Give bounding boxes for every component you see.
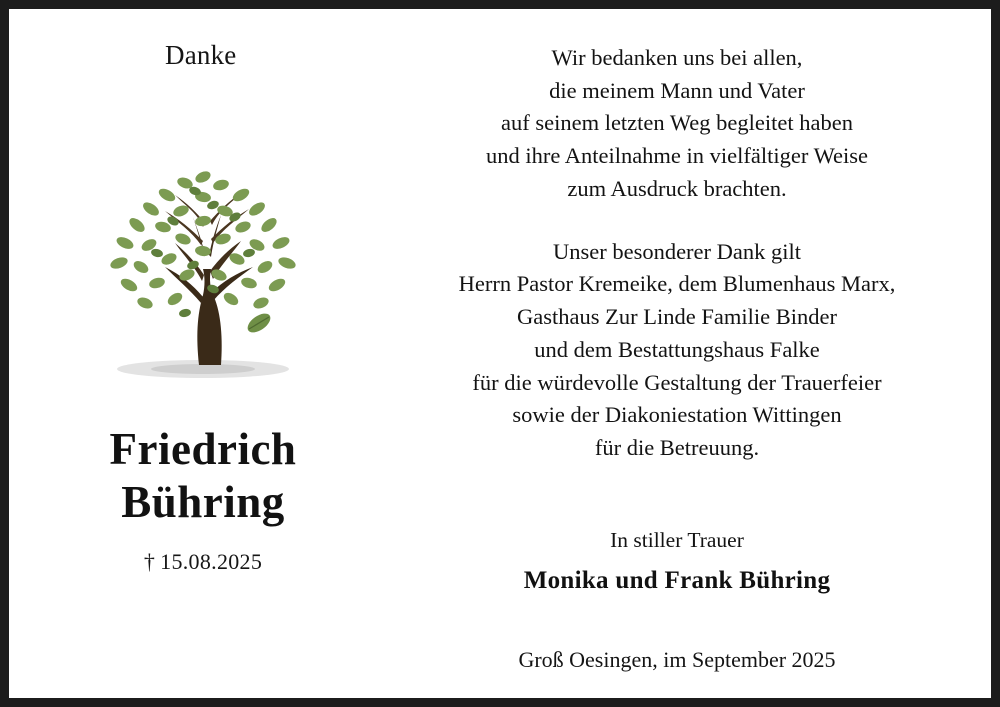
text-line: für die würdevolle Gestaltung der Trauerfeier: [472, 369, 882, 395]
death-date: [144, 549, 262, 575]
text-line: für die Betreuung.: [594, 435, 760, 461]
right-column: [397, 9, 991, 698]
thanks-heading: Danke: [165, 40, 237, 70]
mourning-label: In stiller Trauer: [610, 527, 744, 552]
thanks-paragraph-1: [407, 42, 947, 206]
paragraph-spacer: [407, 206, 947, 236]
left-column: [9, 9, 397, 698]
text-line: die meinem Mann und Vater: [549, 77, 805, 103]
text-line: und ihre Anteilnahme in vielfältiger Weise: [485, 143, 869, 169]
text-line: zum Ausdruck brachten.: [567, 175, 787, 201]
text-line: sowie der Diakoniestation Wittingen: [512, 402, 842, 428]
place-and-date: Groß Oesingen, im September 2025: [518, 646, 836, 672]
text-line: auf seinem letzten Weg begleitet haben: [500, 110, 853, 136]
text-line: und dem Bestattungshaus Falke: [534, 336, 820, 362]
text-line: Gasthaus Zur Linde Familie Binder: [517, 304, 837, 330]
death-date-value: 15.08.2025: [160, 548, 263, 574]
thanks-paragraph-2: [407, 236, 947, 465]
mourners-names: Monika und Frank Bühring: [523, 566, 831, 594]
text-line: Unser besonderer Dank gilt: [552, 238, 802, 264]
tree-illustration: [53, 117, 353, 389]
deceased-name-line-1: Friedrich: [109, 423, 297, 474]
text-line: Herrn Pastor Kremeike, dem Blumenhaus Marx,: [458, 271, 896, 297]
text-line: Wir bedanken uns bei allen,: [551, 45, 803, 70]
deceased-name-line-2: Bühring: [121, 476, 285, 527]
deceased-name: [110, 423, 297, 529]
dagger-icon: †: [143, 548, 156, 574]
card-inner: [9, 9, 991, 698]
